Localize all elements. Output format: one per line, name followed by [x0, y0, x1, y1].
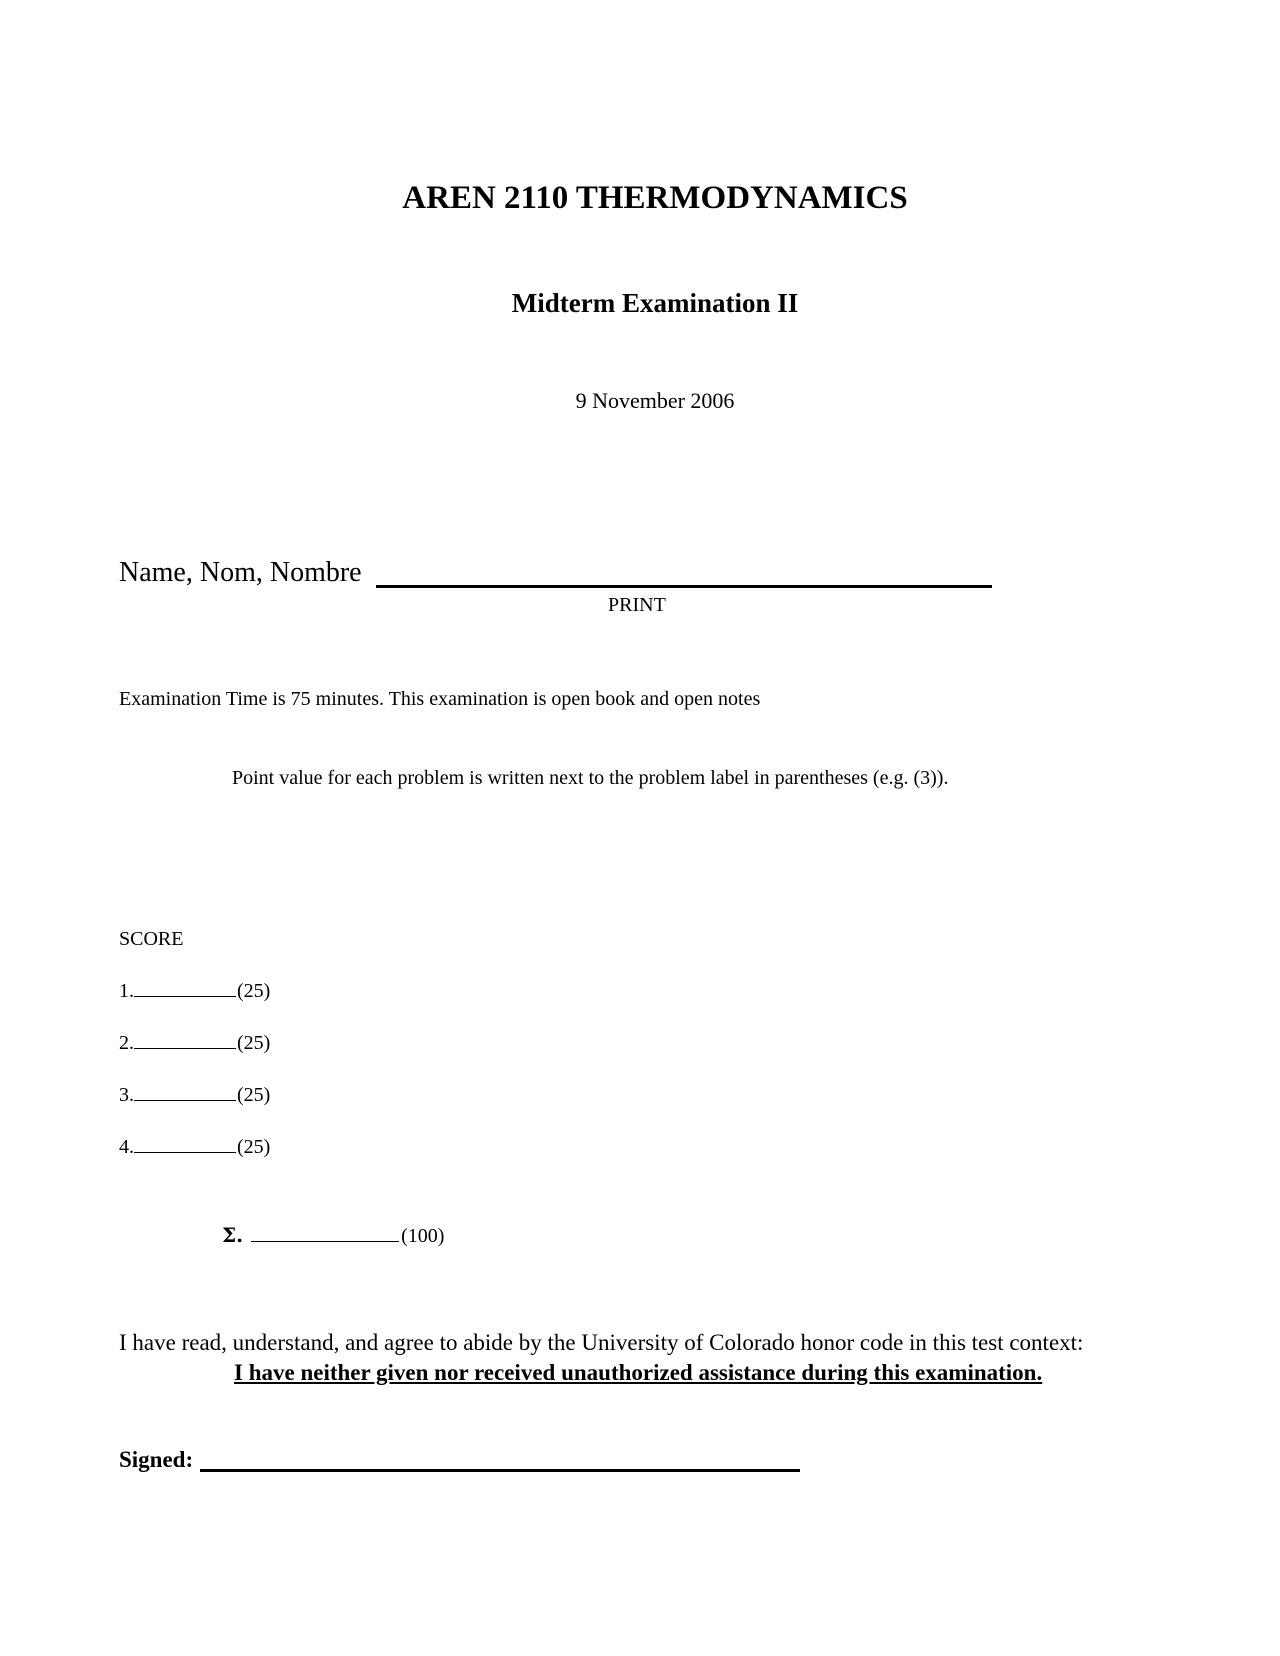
honor-pledge: I have neither given nor received unauthorized assistance during this examination. [234, 1360, 1043, 1385]
score-row-points: (25) [237, 1136, 271, 1158]
score-row-1 [119, 980, 270, 1003]
total-points: (100) [401, 1225, 445, 1247]
score-row-2 [119, 1032, 270, 1055]
score-total-row [222, 1223, 444, 1248]
score-blank[interactable] [134, 1084, 236, 1101]
print-hint: PRINT [608, 594, 666, 616]
exam-subtitle: Midterm Examination II [511, 288, 799, 318]
exam-date: 9 November 2006 [575, 388, 735, 413]
exam-time-instruction: Examination Time is 75 minutes. This examination is open book and open notes [119, 688, 761, 710]
total-score-blank[interactable] [251, 1225, 399, 1242]
signed-label: Signed: [119, 1447, 194, 1472]
name-label: Name, Nom, Nombre [119, 557, 362, 588]
score-row-label: 2. [119, 1032, 134, 1054]
point-value-instruction: Point value for each problem is written next to the problem label in parentheses (e.g. (3)). [232, 767, 949, 789]
score-row-label: 4. [119, 1136, 134, 1158]
exam-title: AREN 2110 THERMODYNAMICS [402, 180, 908, 216]
score-row-3 [119, 1084, 270, 1107]
signature-line[interactable] [200, 1469, 800, 1472]
name-field-line[interactable] [376, 585, 992, 588]
honor-code-statement: I have read, understand, and agree to abide by the University of Colorado honor code in this test context: [119, 1330, 1084, 1355]
score-row-points: (25) [237, 1084, 271, 1106]
score-row-4 [119, 1136, 270, 1159]
score-row-points: (25) [237, 1032, 271, 1054]
score-row-points: (25) [237, 980, 271, 1002]
score-row-label: 3. [119, 1084, 134, 1106]
score-blank[interactable] [134, 1032, 236, 1049]
score-heading: SCORE [119, 928, 184, 950]
score-blank[interactable] [134, 1136, 236, 1153]
sigma-label: Σ. [222, 1223, 244, 1247]
score-row-label: 1. [119, 980, 134, 1002]
score-blank[interactable] [134, 980, 236, 997]
